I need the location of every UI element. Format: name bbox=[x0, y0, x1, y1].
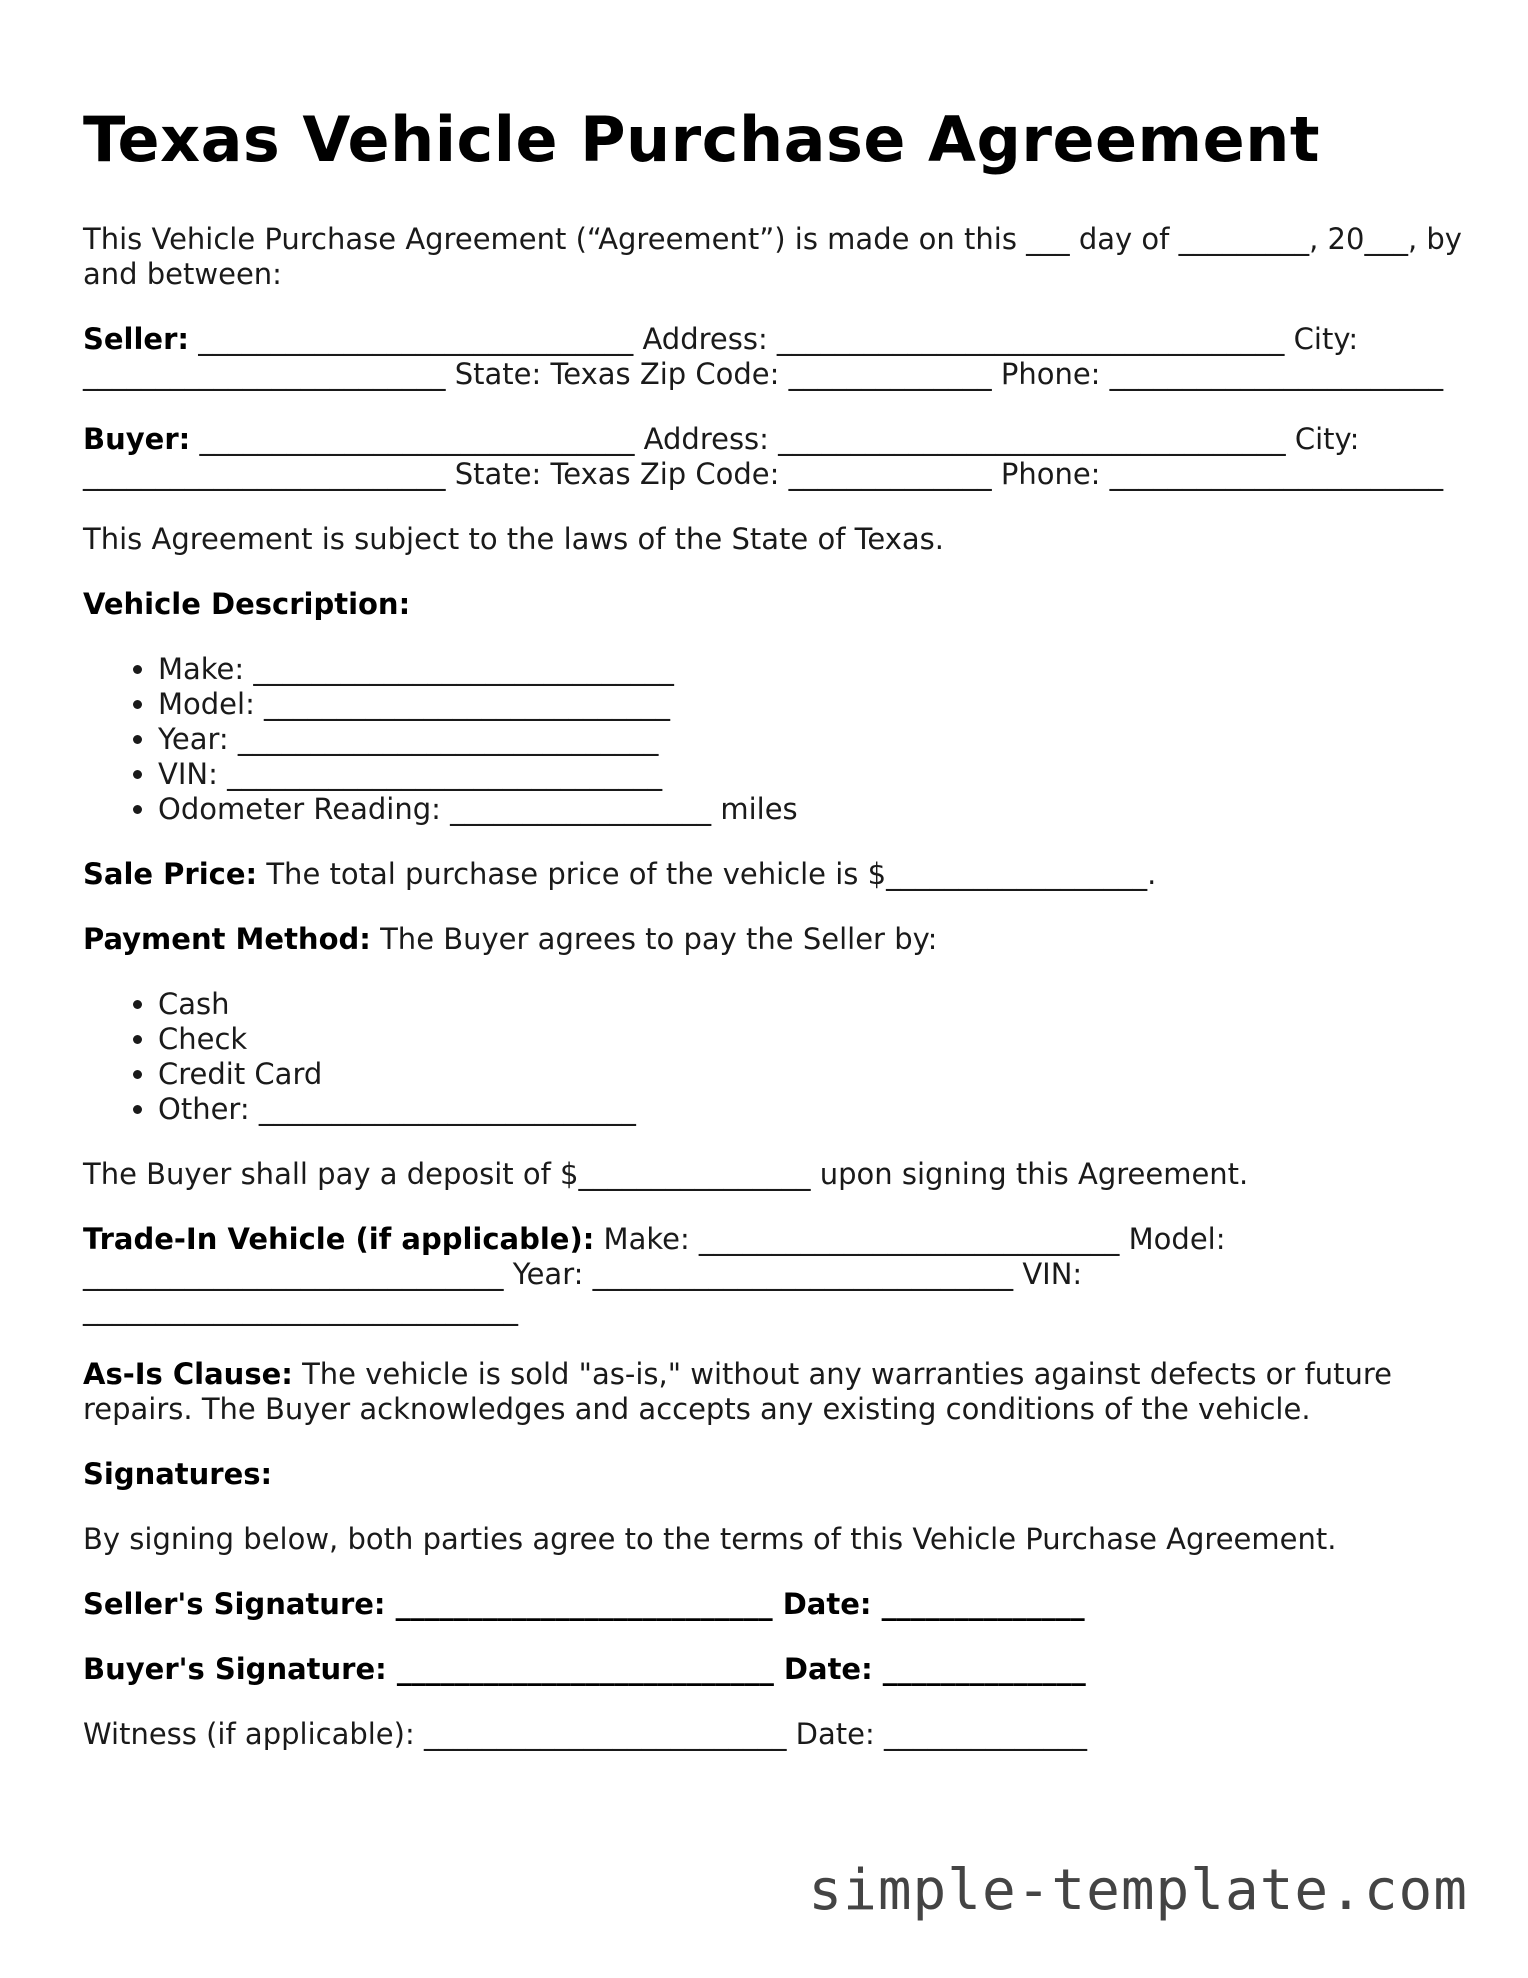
list-item: • Model: ____________________________ bbox=[158, 687, 1463, 722]
as-is-label: As-Is Clause: bbox=[83, 1357, 293, 1391]
signatures-heading: Signatures: bbox=[83, 1457, 273, 1491]
seller-fields: ______________________________ Address: ___________________________________ City: _________________________ State: Texas Zip Code: ______________ Phone: _______________________ bbox=[83, 322, 1444, 391]
list-item: • Year: _____________________________ bbox=[158, 722, 1463, 757]
as-is-clause bbox=[83, 1357, 1463, 1427]
intro-paragraph: This Vehicle Purchase Agreement (“Agreement”) is made on this ___ day of _________, 20___, by and between: bbox=[83, 222, 1462, 291]
payment-list bbox=[83, 987, 1463, 1127]
vehicle-list bbox=[83, 652, 1463, 827]
buyer-label: Buyer: bbox=[83, 422, 191, 456]
payment-method-text: The Buyer agrees to pay the Seller by: bbox=[370, 922, 938, 956]
list-item: • Check bbox=[158, 1022, 1463, 1057]
sale-price bbox=[83, 857, 1463, 892]
sale-price-label: Sale Price: bbox=[83, 857, 258, 891]
trade-in-section bbox=[83, 1222, 1463, 1327]
list-item: • Odometer Reading: __________________ miles bbox=[158, 792, 1463, 827]
footer-watermark: simple-template.com bbox=[808, 1858, 1468, 1923]
seller-label: Seller: bbox=[83, 322, 190, 356]
document-title: Texas Vehicle Purchase Agreement bbox=[83, 103, 1320, 176]
seller-section bbox=[83, 322, 1463, 392]
document-page bbox=[83, 100, 1463, 1782]
buyer-section bbox=[83, 422, 1463, 492]
signatures-intro: By signing below, both parties agree to the terms of this Vehicle Purchase Agreement. bbox=[83, 1522, 1337, 1556]
as-is-text: The vehicle is sold "as-is," without any warranties against defects or future repairs. The Buyer acknowledges and accepts any existing conditions of the vehicle. bbox=[83, 1357, 1392, 1426]
seller-signature-line: Seller's Signature: __________________________ Date: ______________ bbox=[83, 1587, 1085, 1621]
list-item: • Credit Card bbox=[158, 1057, 1463, 1092]
payment-method bbox=[83, 922, 1463, 957]
deposit-paragraph: The Buyer shall pay a deposit of $________________ upon signing this Agreement. bbox=[83, 1157, 1249, 1191]
list-item: • Cash bbox=[158, 987, 1463, 1022]
sale-price-text: The total purchase price of the vehicle is $__________________. bbox=[257, 857, 1157, 891]
list-item: • Make: _____________________________ bbox=[158, 652, 1463, 687]
vehicle-heading: Vehicle Description: bbox=[83, 587, 411, 621]
buyer-signature-line: Buyer's Signature: __________________________ Date: ______________ bbox=[83, 1652, 1086, 1686]
trade-in-label: Trade-In Vehicle (if applicable): bbox=[83, 1222, 595, 1256]
buyer-fields: ______________________________ Address: ___________________________________ City: _________________________ State: Texas Zip Code: ______________ Phone: _______________________ bbox=[83, 422, 1444, 491]
witness-signature-line: Witness (if applicable): _________________________ Date: ______________ bbox=[83, 1717, 1087, 1751]
trade-in-fields: Make: _____________________________ Model: _____________________________ Year: _____________________________ VIN: ______________________________ bbox=[83, 1222, 1226, 1326]
list-item: • Other: __________________________ bbox=[158, 1092, 1463, 1127]
governing-law: This Agreement is subject to the laws of the State of Texas. bbox=[83, 522, 944, 556]
list-item: • VIN: ______________________________ bbox=[158, 757, 1463, 792]
payment-method-label: Payment Method: bbox=[83, 922, 371, 956]
